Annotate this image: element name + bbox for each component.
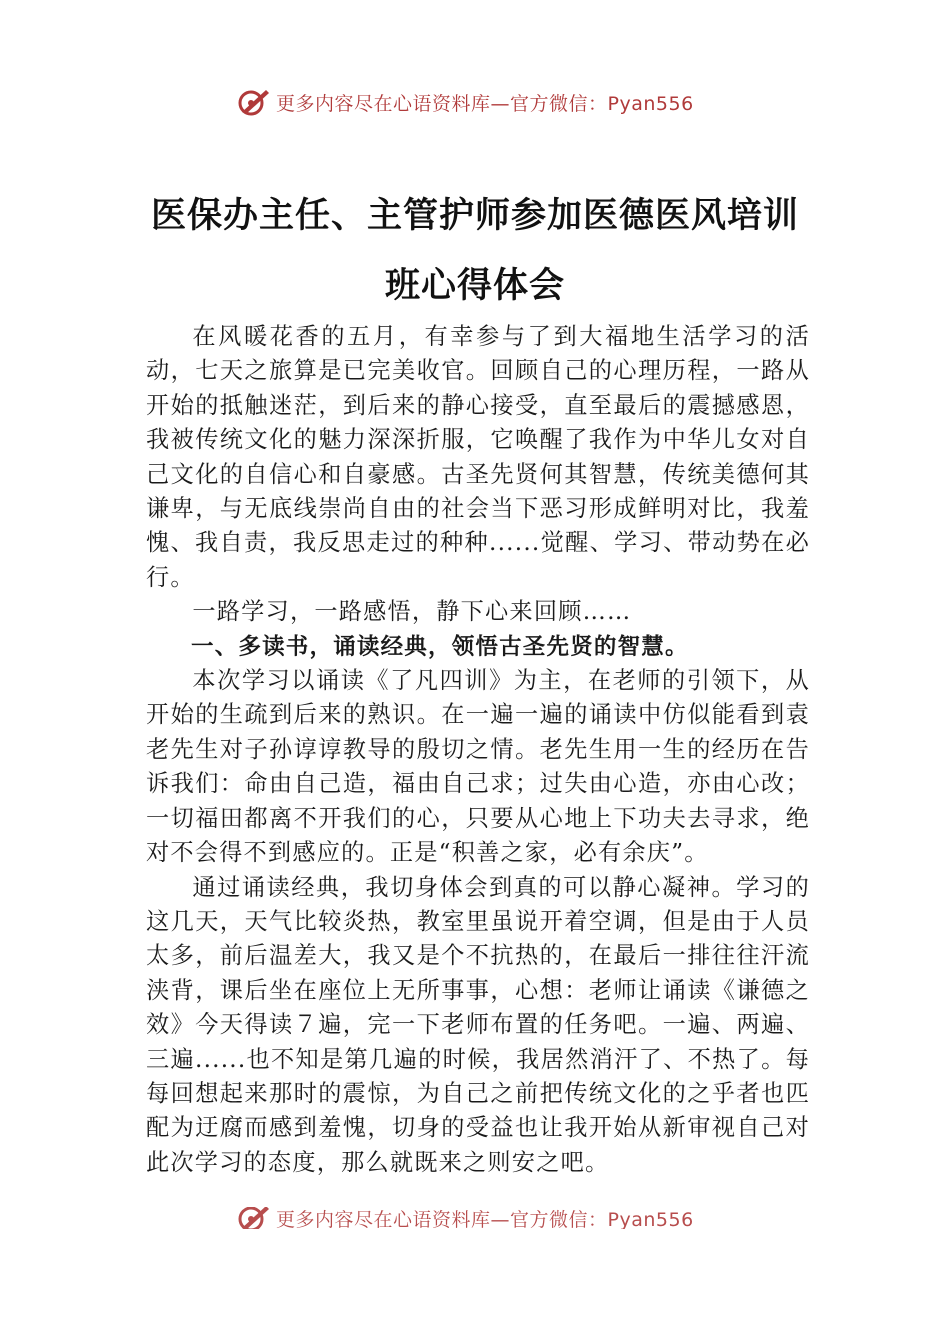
paragraph-reading: 本次学习以诵读《了凡四训》为主，在老师的引领下，从开始的生疏到后来的熟识。在一遍一遍的诵读中仿似能看到袁老先生对子孙谆谆教导的殷切之情。老先生用一生的经历在告诉我们：命由自己造，福由自己求；过失由心造，亦由心改；一切福田都离不开我们的心，只要从心地上下功夫去寻求，绝对不会得不到感应的。正是“积善之家，必有余庆”。 [146, 667, 810, 867]
watermark-text: 更多内容尽在心语资料库—官方微信：Pyan556 [276, 1208, 694, 1229]
watermark-footer [236, 1207, 694, 1229]
paragraph-review: 一路学习，一路感悟，静下心来回顾…… [192, 598, 632, 626]
pen-circle-logo-icon [236, 86, 272, 118]
document-title-line-1: 医保办主任、主管护师参加医德医风培训 [150, 195, 799, 236]
document-body [146, 320, 810, 1180]
pen-circle-logo-icon [236, 1207, 272, 1229]
section-heading-1: 一、多读书，诵读经典，领悟古圣先贤的智慧。 [191, 633, 689, 660]
watermark-header [236, 86, 694, 118]
document-title-line-2: 班心得体会 [384, 265, 565, 306]
watermark-text: 更多内容尽在心语资料库—官方微信：Pyan556 [276, 92, 694, 115]
paragraph-experience: 通过诵读经典，我切身体会到真的可以静心凝神。学习的这几天，天气比较炎热，教室里虽说开着空调，但是由于人员太多，前后温差大，我又是个不抗热的，在最后一排往往汗流浃背，课后坐在座位上无所事事，心想：老师让诵读《谦德之效》今天得读７遍，完一下老师布置的任务吧。一遍、两遍、三遍......也不知是第几遍的时候，我居然消汗了、不热了。每每回想起来那时的震惊，为自己之前把传统文化的之乎者也匹配为迂腐而感到羞愧，切身的受益也让我开始从新审视自己对此次学习的态度，那么就既来之则安之吧。 [146, 873, 810, 1176]
paragraph-intro: 在风暖花香的五月，有幸参与了到大福地生活学习的活动，七天之旅算是已完美收官。回顾自己的心理历程，一路从开始的抵触迷茫，到后来的静心接受，直至最后的震撼感恩，我被传统文化的魅力深深折服，它唤醒了我作为中华儿女对自己文化的自信心和自豪感。古圣先贤何其智慧，传统美德何其谦卑，与无底线崇尚自由的社会当下恶习形成鲜明对比，我羞愧、我自责，我反思走过的种种......觉醒、学习、带动势在必行。 [146, 323, 810, 591]
